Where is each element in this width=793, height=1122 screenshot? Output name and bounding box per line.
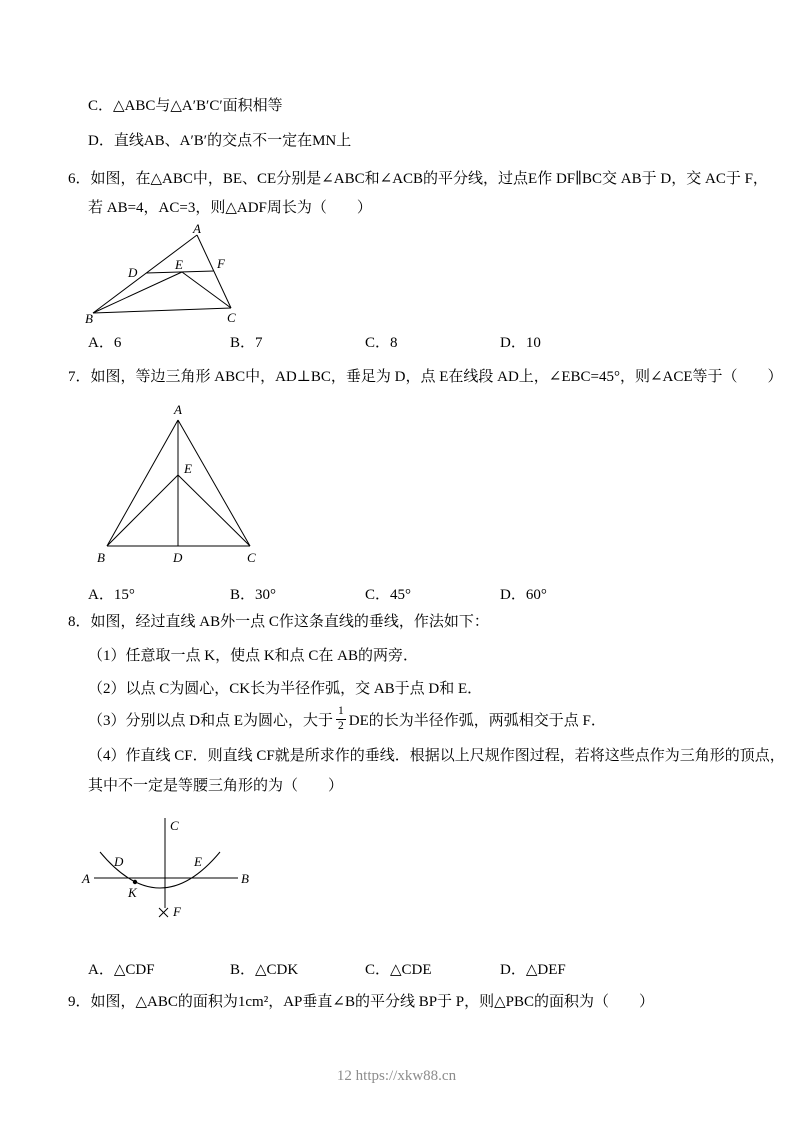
q8-option-a: A．△CDF xyxy=(88,962,155,978)
q7-edge-ab xyxy=(107,420,178,546)
q7-text: 7．如图，等边三角形 ABC中，AD⊥BC，垂足为 D，点 E在线段 AD上，∠EBC=45°，则∠ACE等于（ ） xyxy=(68,369,783,385)
q7-point-label-c: C xyxy=(247,550,256,565)
q6-option-d: D．10 xyxy=(500,335,541,351)
q8-point-label-a: A xyxy=(82,871,90,886)
q8-point-label-c: C xyxy=(170,818,179,833)
fraction-denominator: 2 xyxy=(338,719,344,732)
q8-step1: （1）任意取一点 K，使点 K和点 C在 AB的两旁． xyxy=(88,648,419,664)
q7-segment-ce xyxy=(178,475,250,546)
q7-segment-be xyxy=(107,475,178,546)
q8-point-label-e: E xyxy=(194,854,202,869)
q8-step2: （2）以点 C为圆心，CK长为半径作弧，交 AB于点 D和 E． xyxy=(88,681,483,697)
q6-figure xyxy=(85,221,255,328)
q6-bisector-be xyxy=(93,272,182,313)
q6-point-label-e: E xyxy=(175,257,183,272)
q8-point-label-b: B xyxy=(241,871,249,886)
fraction-numerator: 1 xyxy=(338,705,344,718)
q8-step3-before: （3）分别以点 D和点 E为圆心，大于 xyxy=(88,712,333,729)
q6-point-label-d: D xyxy=(128,265,138,280)
q6-point-label-a: A xyxy=(193,221,201,236)
q6-point-label-f: F xyxy=(217,256,225,271)
q8-figure xyxy=(80,808,265,926)
q7-figure xyxy=(95,400,270,572)
q8-point-label-f: F xyxy=(173,904,181,919)
q7-point-label-d: D xyxy=(173,550,183,565)
page-footer-url: 12 https://xkw88.cn xyxy=(336,1068,457,1084)
q6-text-line2: 若 AB=4，AC=3，则△ADF周长为（ ） xyxy=(88,200,372,216)
q8-step4-line1: （4）作直线 CF．则直线 CF就是所求作的垂线．根据以上尺规作图过程，若将这些点作为三角形的顶点， xyxy=(88,748,785,764)
q6-option-a: A．6 xyxy=(88,335,122,351)
q8-step3-after: DE的长为半径作弧，两弧相交于点 F． xyxy=(348,712,606,729)
q6-option-c: C．8 xyxy=(365,335,398,351)
q7-figure-labels xyxy=(97,402,256,565)
q6-edge-ab xyxy=(93,235,197,313)
q7-option-a: A．15° xyxy=(88,587,135,603)
q8-step4-line2: 其中不一定是等腰三角形的为（ ） xyxy=(88,778,344,794)
q8-option-b: B．△CDK xyxy=(230,962,299,978)
q8-point-k-dot xyxy=(133,880,137,884)
prev-option-c: C．△ABC与△A′B′C′面积相等 xyxy=(88,98,283,114)
q8-point-label-d: D xyxy=(114,854,124,869)
q8-intro: 8．如图，经过直线 AB外一点 C作这条直线的垂线，作法如下： xyxy=(68,614,489,630)
q7-figure-lines xyxy=(107,420,250,546)
q6-option-b: B．7 xyxy=(230,335,263,351)
q7-edge-ac xyxy=(178,420,250,546)
q6-point-label-b: B xyxy=(85,311,93,326)
q9-text: 9．如图，△ABC的面积为1cm²，AP垂直∠B的平分线 BP于 P，则△PBC的面积为（ ） xyxy=(68,994,655,1010)
fraction-one-half xyxy=(336,705,346,732)
q7-option-b: B．30° xyxy=(230,587,277,603)
q7-point-label-a: A xyxy=(174,402,182,417)
q8-option-d: D．△DEF xyxy=(500,962,566,978)
q8-option-c: C．△CDE xyxy=(365,962,432,978)
q6-edge-bc xyxy=(93,308,231,313)
q6-figure-lines xyxy=(93,235,231,313)
q7-option-d: D．60° xyxy=(500,587,547,603)
prev-option-d: D．直线AB、A′B′的交点不一定在MN上 xyxy=(88,133,352,149)
q6-point-label-c: C xyxy=(227,310,236,325)
q8-step3 xyxy=(88,702,606,736)
q6-text-line1: 6．如图，在△ABC中，BE、CE分别是∠ABC和∠ACB的平分线，过点E作 DF∥BC交 AB于 D，交 AC于 F， xyxy=(68,171,768,187)
q7-point-label-e: E xyxy=(184,461,192,476)
q8-point-label-k: K xyxy=(128,885,137,900)
q7-option-c: C．45° xyxy=(365,587,412,603)
q7-point-label-b: B xyxy=(97,550,105,565)
q6-bisector-ce xyxy=(182,272,231,308)
